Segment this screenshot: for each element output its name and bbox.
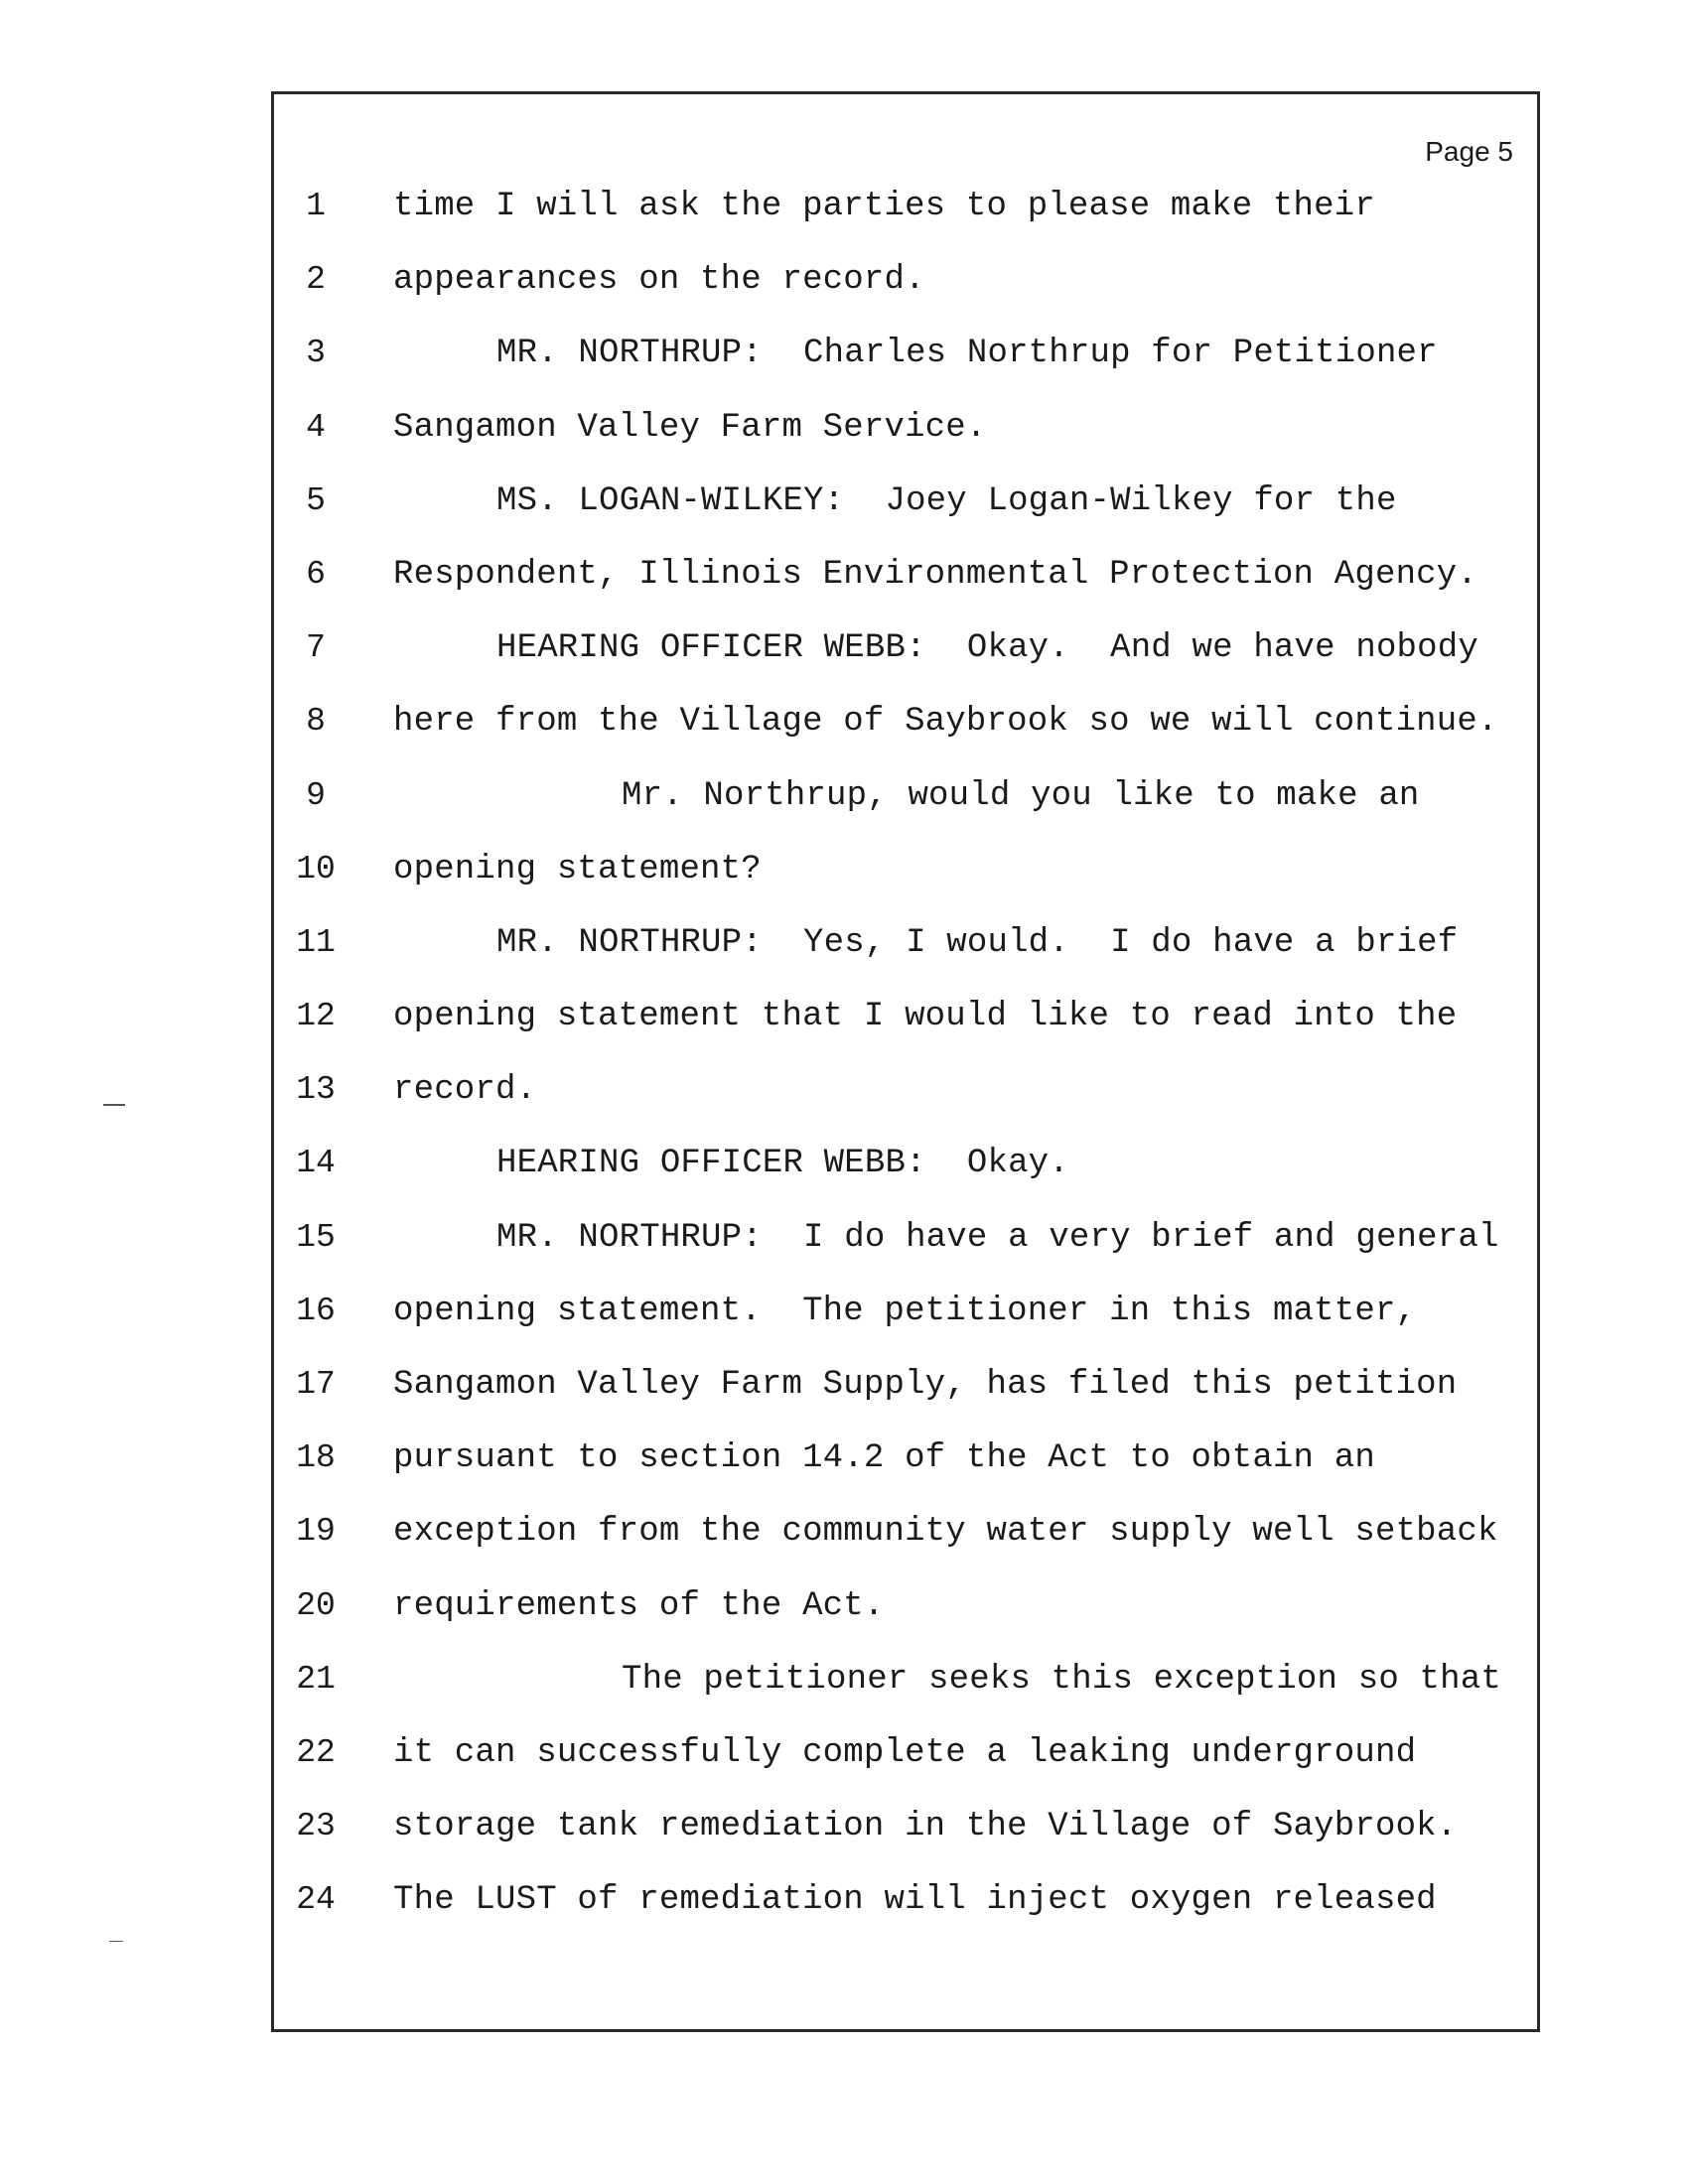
transcript-line (274, 1810, 1537, 1883)
transcript-line (274, 481, 1537, 558)
transcript-line (274, 190, 1537, 263)
transcript-lines (274, 190, 1537, 1958)
line-number: 3 (306, 335, 326, 372)
transcript-line (274, 263, 1537, 337)
scan-mark (109, 1941, 123, 1942)
line-text: HEARING OFFICER WEBB: Okay. (496, 1145, 1069, 1183)
line-number: 22 (296, 1733, 336, 1771)
line-text: opening statement. The petitioner in this matter, (393, 1292, 1417, 1330)
line-text: time I will ask the parties to please make their (393, 188, 1375, 225)
scan-mark (103, 1104, 125, 1106)
line-number: 19 (296, 1513, 336, 1551)
transcript-line (274, 850, 1537, 926)
line-text: HEARING OFFICER WEBB: Okay. And we have nobody (496, 629, 1478, 668)
line-text: opening statement that I would like to read into the (393, 998, 1458, 1036)
transcript-line (274, 1441, 1537, 1515)
transcript-line (274, 1515, 1537, 1588)
line-number: 17 (296, 1366, 336, 1403)
line-text: opening statement? (393, 850, 762, 888)
line-number: 10 (296, 850, 336, 887)
line-text: The LUST of remediation will inject oxygen released (393, 1881, 1437, 1920)
line-number: 9 (306, 776, 326, 814)
line-number: 6 (306, 555, 326, 593)
transcript-line (274, 1586, 1537, 1663)
line-number: 18 (296, 1439, 336, 1477)
line-number: 16 (296, 1292, 336, 1329)
line-text: exception from the community water supply well setback (393, 1513, 1498, 1552)
transcript-line (274, 337, 1537, 410)
line-text: here from the Village of Saybrook so we will continue. (393, 703, 1498, 742)
transcript-line (274, 1218, 1537, 1295)
transcript-line (274, 555, 1537, 631)
transcript-page (271, 91, 1540, 2032)
line-text: storage tank remediation in the Village of Saybrook. (393, 1808, 1458, 1846)
line-text: Mr. Northrup, would you like to make an (622, 776, 1420, 815)
transcript-line (274, 631, 1537, 705)
transcript-line (274, 1660, 1537, 1736)
transcript-line (274, 776, 1537, 853)
line-number: 11 (296, 923, 336, 961)
transcript-line (274, 1368, 1537, 1441)
transcript-line (274, 1292, 1537, 1368)
transcript-line (274, 408, 1537, 484)
transcript-line (274, 1000, 1537, 1073)
transcript-line (274, 1883, 1537, 1957)
line-text: Sangamon Valley Farm Supply, has filed this petition (393, 1366, 1458, 1404)
line-number: 15 (296, 1218, 336, 1256)
line-number: 8 (306, 703, 326, 741)
line-number: 24 (296, 1881, 336, 1919)
line-number: 21 (296, 1660, 336, 1698)
line-text: record. (393, 1071, 537, 1110)
line-number: 1 (306, 188, 326, 224)
line-text: MS. LOGAN-WILKEY: Joey Logan-Wilkey for the (496, 481, 1397, 520)
line-text: pursuant to section 14.2 of the Act to obtain an (393, 1439, 1375, 1478)
line-text: MR. NORTHRUP: I do have a very brief and general (496, 1218, 1499, 1257)
line-text: it can successfully complete a leaking underground (393, 1733, 1417, 1772)
line-text: Sangamon Valley Farm Service. (393, 408, 987, 447)
line-number: 2 (306, 261, 326, 299)
transcript-line (274, 1147, 1537, 1220)
line-text: Respondent, Illinois Environmental Protection Agency. (393, 555, 1477, 594)
line-number: 5 (306, 481, 326, 519)
line-text: MR. NORTHRUP: Yes, I would. I do have a brief (496, 923, 1459, 962)
line-number: 20 (296, 1586, 336, 1624)
line-number: 12 (296, 998, 336, 1035)
line-text: MR. NORTHRUP: Charles Northrup for Petitioner (496, 335, 1438, 373)
line-number: 23 (296, 1808, 336, 1845)
line-number: 13 (296, 1071, 336, 1109)
line-text: appearances on the record. (393, 261, 925, 300)
transcript-line (274, 1733, 1537, 1810)
line-number: 7 (306, 629, 326, 667)
line-number: 4 (306, 408, 326, 446)
transcript-line (274, 705, 1537, 778)
transcript-line (274, 923, 1537, 1000)
line-text: requirements of the Act. (393, 1586, 885, 1625)
line-number: 14 (296, 1145, 336, 1182)
transcript-line (274, 1073, 1537, 1147)
line-text: The petitioner seeks this exception so that (622, 1660, 1501, 1699)
page-number: Page 5 (1425, 136, 1513, 167)
